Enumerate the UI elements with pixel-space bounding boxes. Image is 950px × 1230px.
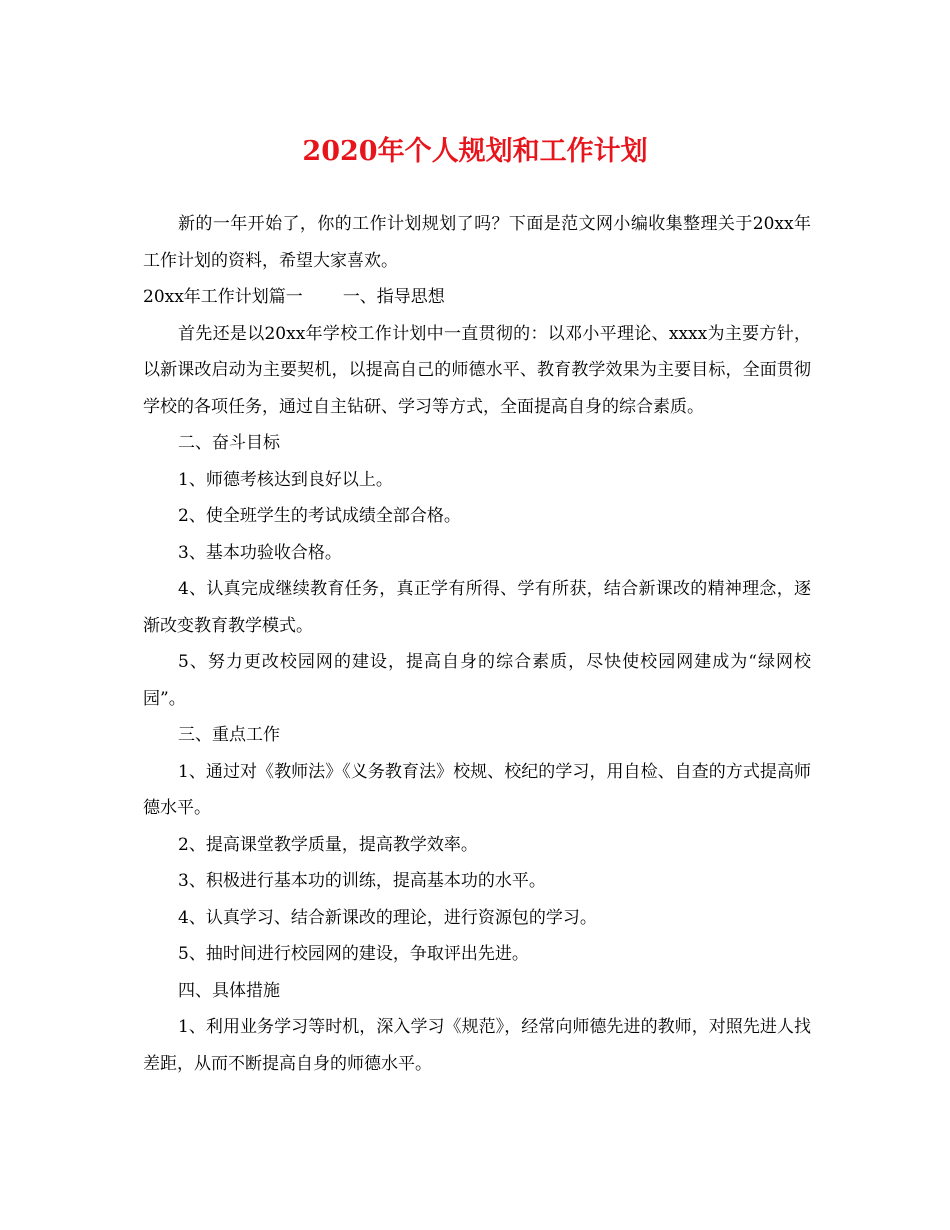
list-item: 1、师德考核达到良好以上。 <box>178 469 393 490</box>
list-item: 2、提高课堂教学质量，提高教学效率。 <box>178 834 478 855</box>
section-heading: 一、指导思想 <box>342 287 445 307</box>
intro-paragraph: 新的一年开始了，你的工作计划规划了吗？下面是范文网小编收集整理关于20xx年工作计划的资料，希望大家喜欢。 <box>143 214 811 271</box>
part-line <box>143 279 811 316</box>
section-heading: 四、具体措施 <box>178 980 280 1001</box>
list-item: 3、基本功验收合格。 <box>178 542 342 563</box>
list-item: 1、通过对《教师法》《义务教育法》校规、校纪的学习，用自检、自查的方式提高师德水平。 <box>143 761 811 818</box>
list-item: 4、认真学习、结合新课改的理论，进行资源包的学习。 <box>178 907 597 928</box>
document-title: 2020年个人规划和工作计划 <box>302 136 648 167</box>
list-item: 5、努力更改校园网的建设，提高自身的综合素质，尽快使校园网建成为“绿网校园”。 <box>143 652 811 709</box>
section-heading: 三、重点工作 <box>178 725 280 745</box>
body-paragraph: 首先还是以20xx年学校工作计划中一直贯彻的：以邓小平理论、xxxx为主要方针，以新课改启动为主要契机，以提高自己的师德水平、教育教学效果为主要目标，全面贯彻学校的各项任务，通过自主钻研、学习等方式，全面提高自身的综合素质。 <box>143 323 811 417</box>
part-label: 20xx年工作计划篇一 <box>143 287 303 307</box>
list-item: 4、认真完成继续教育任务，真正学有所得、学有所获，结合新课改的精神理念，逐渐改变教育教学模式。 <box>143 579 811 636</box>
document-body <box>143 206 811 1082</box>
list-item: 3、积极进行基本功的训练，提高基本功的水平。 <box>178 871 546 891</box>
list-item: 5、抽时间进行校园网的建设，争取评出先进。 <box>178 944 529 964</box>
list-item: 2、使全班学生的考试成绩全部合格。 <box>178 506 461 526</box>
section-heading: 二、奋斗目标 <box>178 433 280 453</box>
list-item: 1、利用业务学习等时机，深入学习《规范》，经常向师德先进的教师，对照先进人找差距，从而不断提高自身的师德水平。 <box>143 1017 811 1074</box>
